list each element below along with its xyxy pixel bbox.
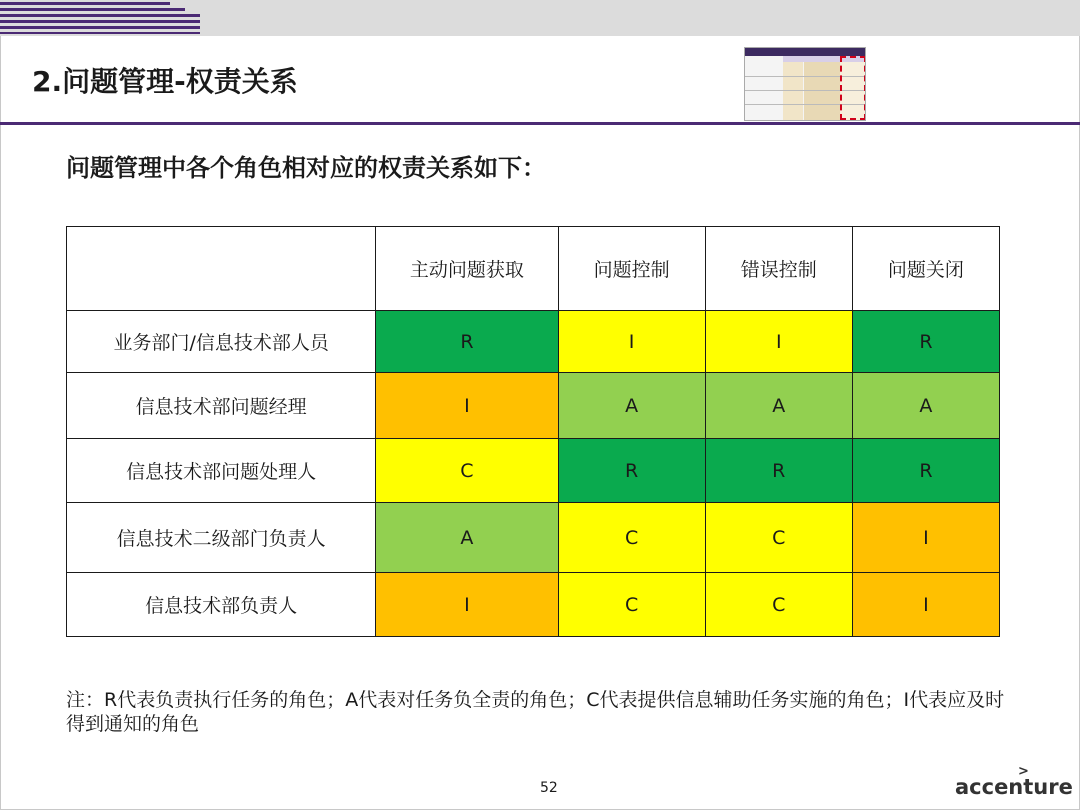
- raci-cell: I: [376, 573, 558, 637]
- raci-cell: R: [705, 439, 852, 503]
- column-header: 问题关闭: [852, 227, 999, 311]
- raci-cell: R: [852, 311, 999, 373]
- raci-cell: C: [705, 573, 852, 637]
- slide-title: 2.问题管理-权责关系: [32, 65, 298, 98]
- table-row: [67, 373, 1000, 439]
- slide-subtitle: 问题管理中各个角色相对应的权责关系如下：: [66, 154, 546, 182]
- raci-table: [66, 226, 1000, 637]
- raci-cell: A: [376, 503, 558, 573]
- raci-cell: A: [852, 373, 999, 439]
- raci-cell: A: [558, 373, 705, 439]
- raci-cell: I: [852, 503, 999, 573]
- accenture-caret-icon: >: [1018, 764, 1029, 779]
- legend-note: 注：R代表负责执行任务的角色；A代表对任务负全责的角色；C代表提供信息辅助任务实施的角色；I代表应及时得到通知的角色: [66, 689, 1005, 735]
- brand-stripes-logo: [0, 0, 200, 36]
- raci-cell: C: [705, 503, 852, 573]
- role-label: 信息技术部问题经理: [67, 373, 376, 439]
- raci-cell: C: [376, 439, 558, 503]
- raci-cell: R: [852, 439, 999, 503]
- raci-cell: R: [558, 439, 705, 503]
- raci-cell: R: [376, 311, 558, 373]
- raci-cell: I: [705, 311, 852, 373]
- title-divider: [0, 122, 1080, 125]
- page-number: 52: [540, 780, 558, 796]
- table-row: [67, 439, 1000, 503]
- raci-cell: I: [852, 573, 999, 637]
- raci-cell: I: [376, 373, 558, 439]
- role-label: 业务部门/信息技术部人员: [67, 311, 376, 373]
- column-header: 主动问题获取: [376, 227, 558, 311]
- role-label: 信息技术二级部门负责人: [67, 503, 376, 573]
- role-label: 信息技术部问题处理人: [67, 439, 376, 503]
- raci-corner-cell: [67, 227, 376, 311]
- role-label: 信息技术部负责人: [67, 573, 376, 637]
- column-header: 错误控制: [705, 227, 852, 311]
- raci-cell: A: [705, 373, 852, 439]
- accenture-logo: accenture: [955, 775, 1073, 799]
- table-row: [67, 573, 1000, 637]
- raci-cell: C: [558, 503, 705, 573]
- table-row: [67, 311, 1000, 373]
- column-header: 问题控制: [558, 227, 705, 311]
- table-row: [67, 503, 1000, 573]
- process-thumbnail: [744, 47, 866, 121]
- raci-cell: I: [558, 311, 705, 373]
- raci-header-row: [67, 227, 1000, 311]
- raci-cell: C: [558, 573, 705, 637]
